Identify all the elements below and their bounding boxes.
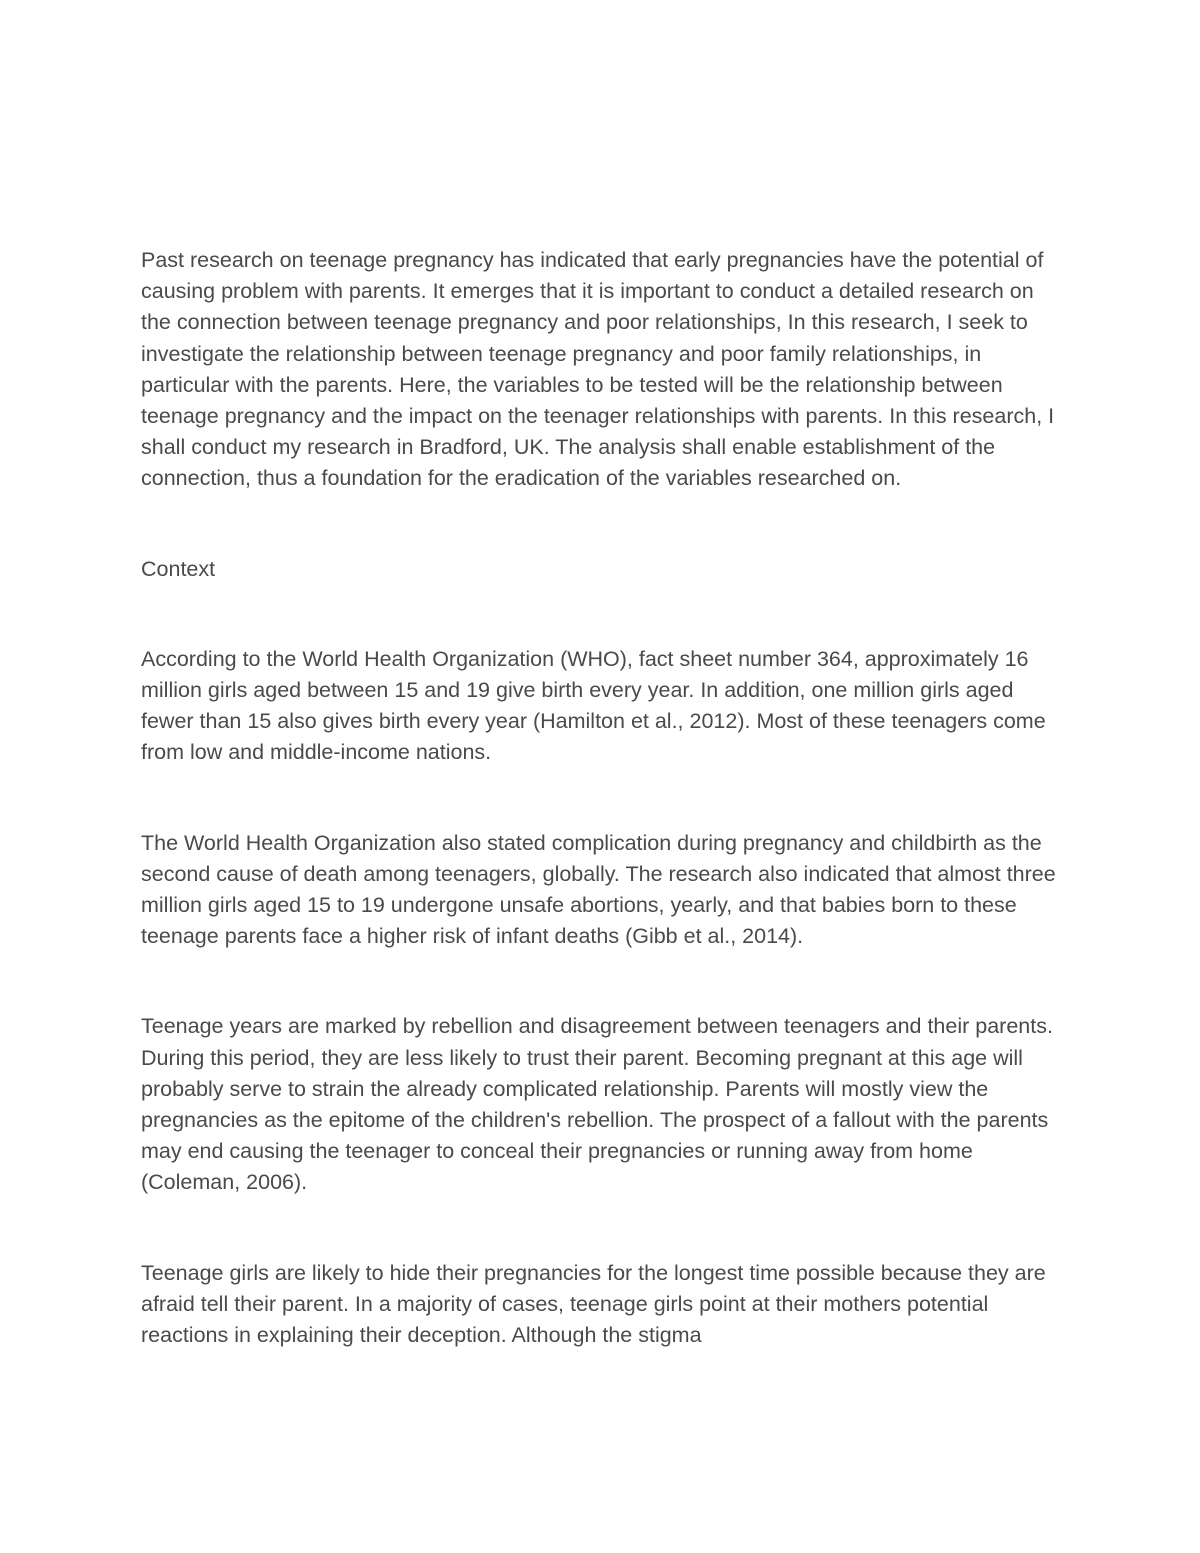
- paragraph-spacer: [141, 1199, 1066, 1258]
- paragraph-who-complications: The World Health Organization also stated complication during pregnancy and childbirth as the second cause of death among teenagers, globally. The research also indicated that almost three million girls aged 15 to 19 undergone unsafe abortions, yearly, and that babies born to these teenage parents face a higher risk of infant deaths (Gibb et al., 2014).: [141, 830, 1056, 949]
- paragraph-spacer: [141, 495, 1066, 554]
- paragraph-intro: Past research on teenage pregnancy has indicated that early pregnancies have the potential of causing problem with parents. It emerges that it is important to conduct a detailed research on the connection between teenage pregnancy and poor relationships, In this research, I seek to investigate the relationship between teenage pregnancy and poor family relationships, in particular with the parents. Here, the variables to be tested will be the relationship between teenage pregnancy and the impact on the teenager relationships with parents. In this research, I shall conduct my research in Bradford, UK. The analysis shall enable establishment of the connection, thus a foundation for the eradication of the variables researched on.: [141, 248, 1055, 491]
- paragraph-hiding-pregnancies: Teenage girls are likely to hide their pregnancies for the longest time possible because they are afraid tell their parent. In a majority of cases, teenage girls point at their mothers potential reactions in explaining their deception. Although the stigma: [141, 1260, 1046, 1348]
- paragraph-spacer: [141, 585, 1066, 644]
- section-heading-context: Context: [141, 556, 216, 581]
- paragraph-spacer: [141, 952, 1066, 1011]
- paragraph-who-statistics: According to the World Health Organization (WHO), fact sheet number 364, approximately 16 million girls aged between 15 and 19 give birth every year. In addition, one million girls aged fewer than 15 also gives birth every year (Hamilton et al., 2012). Most of these teenagers come from low and middle-income nations.: [141, 646, 1046, 765]
- paragraph-teenage-rebellion: Teenage years are marked by rebellion and disagreement between teenagers and their parents. During this period, they are less likely to trust their parent. Becoming pregnant at this age will probably serve to strain the already complicated relationship. Parents will mostly view the pregnancies as the epitome of the children's rebellion. The prospect of a fallout with the parents may end causing the teenager to conceal their pregnancies or running away from home (Coleman, 2006).: [141, 1014, 1053, 1195]
- document-body: [141, 245, 1066, 1351]
- paragraph-spacer: [141, 769, 1066, 828]
